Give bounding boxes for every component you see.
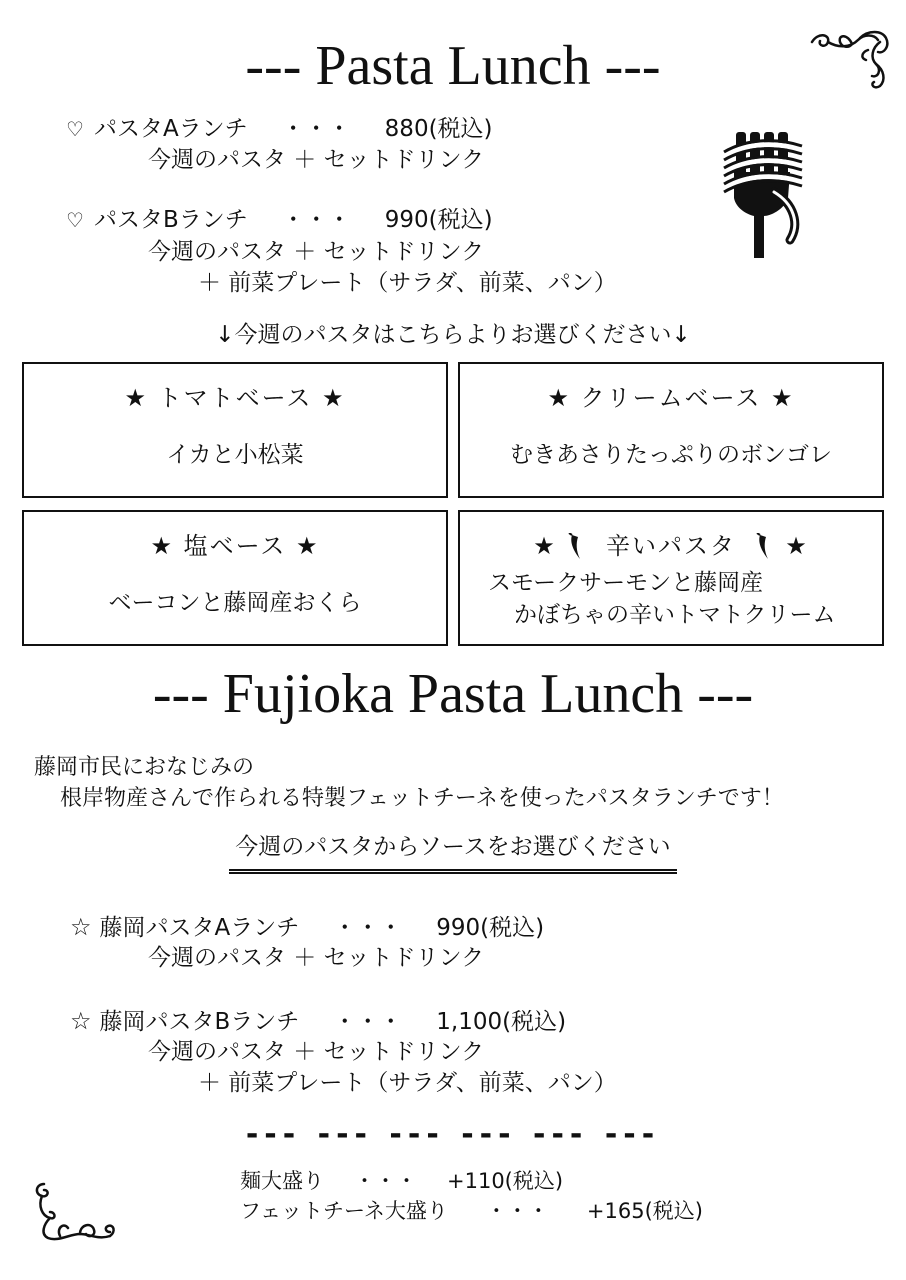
option-body-line1: スモークサーモンと藤岡産 [488, 570, 764, 596]
flourish-ornament-icon [30, 1180, 120, 1244]
pasta-option-salt [22, 510, 448, 646]
item-price: 1,100(税込) [436, 1009, 567, 1035]
extra-dots: ・・・ [354, 1169, 417, 1193]
item-description: 今週のパスタ ＋ セットドリンク [148, 239, 485, 265]
heart-icon: ♡ [66, 117, 84, 141]
chili-pepper-icon [754, 533, 776, 561]
option-body [460, 567, 882, 631]
choose-sauce-note: 今週のパスタからソースをお選びください [0, 828, 906, 874]
item-name: パスタBランチ [93, 207, 248, 233]
pasta-option-tomato [22, 362, 448, 498]
menu-item-pasta-a [66, 114, 493, 145]
item-name: 藤岡パスタBランチ [99, 1009, 300, 1035]
fork-with-pasta-icon [718, 128, 808, 260]
item-price: 990(税込) [384, 207, 493, 233]
star-outline-icon: ☆ [70, 1007, 92, 1035]
menu-item-fujioka-b [70, 1006, 566, 1038]
option-body: むきあさりたっぷりのボンゴレ [510, 442, 832, 468]
star-outline-icon: ☆ [70, 913, 92, 941]
item-description-extra: ＋ 前菜プレート（サラダ、前菜、パン） [198, 1070, 617, 1096]
page-title-pasta-lunch: --- Pasta Lunch --- [245, 35, 661, 97]
item-dots: ・・・ [281, 116, 351, 142]
extra-name: フェットチーネ大盛り [240, 1199, 448, 1223]
item-dots: ・・・ [281, 207, 351, 233]
section-divider: --- --- --- --- --- --- [245, 1117, 661, 1152]
item-price: 990(税込) [436, 915, 545, 941]
intro-line-1: 藤岡市民におなじみの [34, 755, 255, 780]
item-name: 藤岡パスタAランチ [99, 915, 300, 941]
option-body: イカと小松菜 [166, 442, 304, 468]
option-header: ★ 塩ベース ★ [150, 532, 320, 560]
page-title-fujioka-pasta-lunch: --- Fujioka Pasta Lunch --- [152, 663, 754, 725]
menu-item-pasta-b [66, 205, 493, 236]
item-name: パスタAランチ [93, 116, 248, 142]
chili-pepper-icon [566, 533, 588, 561]
extra-price: +110(税込) [447, 1169, 564, 1193]
option-header: ★ トマトベース ★ [124, 384, 346, 412]
choose-pasta-note: ↓今週のパスタはこちらよりお選びください↓ [215, 322, 691, 348]
extra-item-noodle-large [240, 1166, 563, 1196]
star-icon: ★ [785, 532, 809, 560]
item-price: 880(税込) [384, 116, 493, 142]
extra-dots: ・・・ [485, 1199, 549, 1223]
option-header [460, 526, 882, 561]
item-description: 今週のパスタ ＋ セットドリンク [148, 945, 485, 971]
pasta-option-spicy [458, 510, 884, 646]
star-icon: ★ [533, 532, 557, 560]
option-header: ★ クリームベース ★ [547, 384, 795, 412]
item-description: 今週のパスタ ＋ セットドリンク [148, 1039, 485, 1065]
extra-item-fettuccine-large [240, 1196, 703, 1226]
item-description: 今週のパスタ ＋ セットドリンク [148, 147, 485, 173]
extra-price: +165(税込) [586, 1199, 703, 1223]
option-body: ベーコンと藤岡産おくら [108, 590, 362, 616]
extra-name: 麺大盛り [240, 1169, 324, 1193]
pasta-option-cream [458, 362, 884, 498]
heart-icon: ♡ [66, 208, 84, 232]
intro-line-2: 根岸物産さんで作られる特製フェットチーネを使ったパスタランチです！ [60, 786, 784, 811]
option-header-label: 辛いパスタ [606, 532, 736, 560]
option-body-line2: かぼちゃの辛いトマトクリーム [514, 602, 836, 628]
item-dots: ・・・ [333, 915, 403, 941]
menu-item-fujioka-a [70, 912, 544, 944]
item-description-extra: ＋ 前菜プレート（サラダ、前菜、パン） [198, 270, 617, 296]
item-dots: ・・・ [333, 1009, 403, 1035]
